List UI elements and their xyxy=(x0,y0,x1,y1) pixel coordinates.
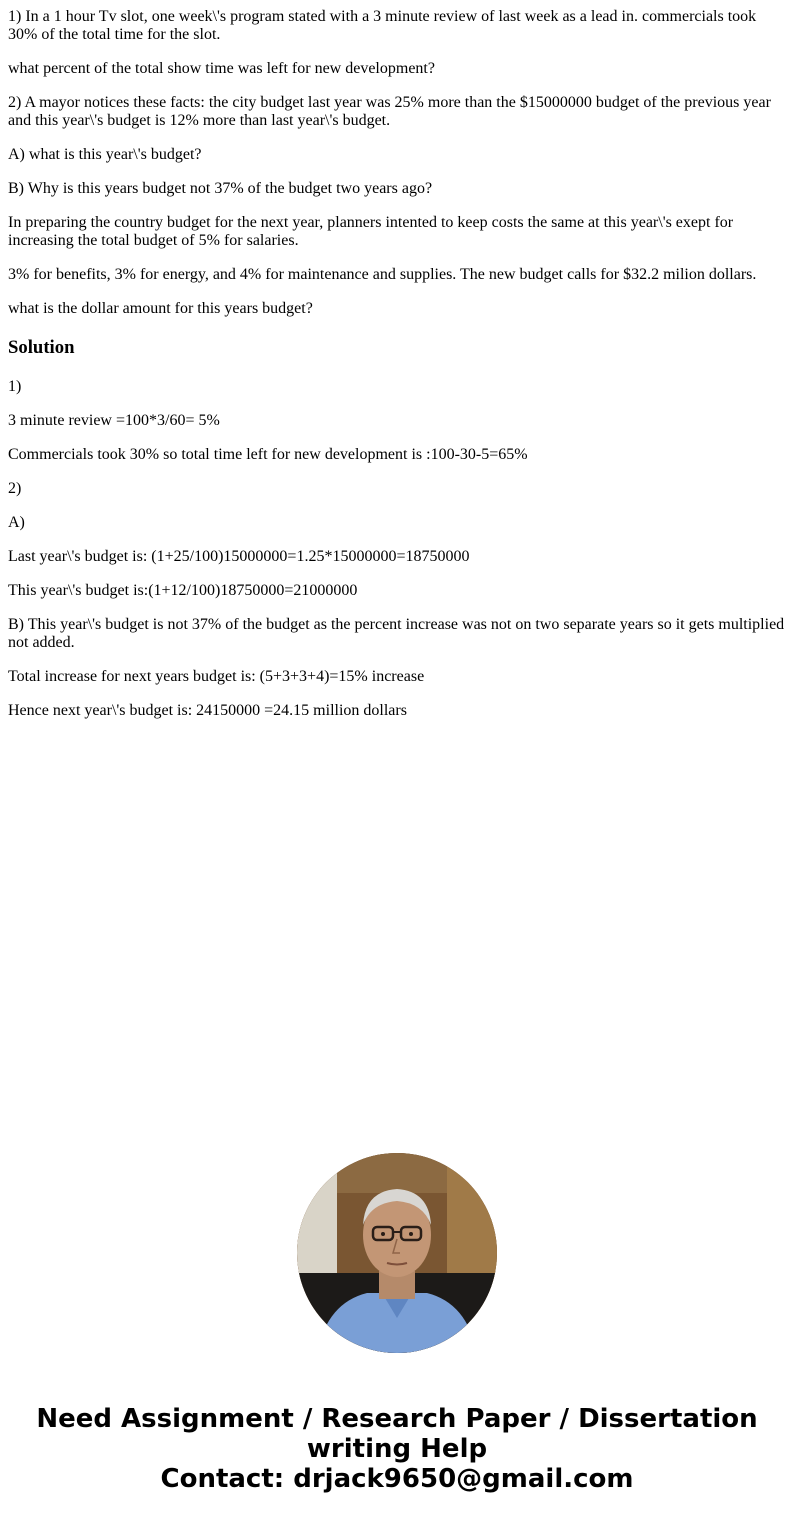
solution-paragraph: 2) xyxy=(8,480,22,497)
banner-line: writing Help xyxy=(306,1434,488,1464)
contact-banner xyxy=(0,1404,794,1494)
question-paragraph: In preparing the country budget for the next year, planners intented to keep costs the same at this year\'s exept for increasing the total budget of 5% for salaries. xyxy=(8,214,734,249)
person-portrait-icon xyxy=(297,1153,497,1353)
question-paragraph: A) what is this year\'s budget? xyxy=(8,146,202,163)
avatar xyxy=(297,1153,497,1353)
banner-line: Need Assignment / Research Paper / Dissertation xyxy=(36,1404,758,1434)
question-paragraph: what percent of the total show time was left for new development? xyxy=(8,60,435,77)
solution-paragraph: 3 minute review =100*3/60= 5% xyxy=(8,412,220,429)
solution-paragraph: A) xyxy=(8,514,25,531)
solution-paragraph: Commercials took 30% so total time left for new development is :100-30-5=65% xyxy=(8,446,528,463)
solution-heading: Solution xyxy=(8,337,75,358)
question-paragraph: B) Why is this years budget not 37% of the budget two years ago? xyxy=(8,180,433,197)
question-paragraph: 3% for benefits, 3% for energy, and 4% for maintenance and supplies. The new budget calls for $32.2 milion dollars. xyxy=(8,266,757,283)
solution-paragraph: B) This year\'s budget is not 37% of the budget as the percent increase was not on two separate years so it gets multiplied not added. xyxy=(8,616,785,651)
solution-paragraph: 1) xyxy=(8,378,22,395)
contact-email: Contact: drjack9650@gmail.com xyxy=(160,1464,634,1494)
solution-paragraph: Last year\'s budget is: (1+25/100)15000000=1.25*15000000=18750000 xyxy=(8,548,470,565)
question-paragraph: 1) In a 1 hour Tv slot, one week\'s program stated with a 3 minute review of last week as a lead in. commercials took 30% of the total time for the slot. xyxy=(8,8,757,43)
solution-paragraph: Total increase for next years budget is: (5+3+3+4)=15% increase xyxy=(8,668,425,685)
question-section xyxy=(8,8,786,318)
solution-section xyxy=(8,378,786,720)
solution-paragraph: Hence next year\'s budget is: 24150000 =24.15 million dollars xyxy=(8,702,407,719)
document-content xyxy=(8,8,786,736)
question-paragraph: what is the dollar amount for this years budget? xyxy=(8,300,313,317)
question-paragraph: 2) A mayor notices these facts: the city budget last year was 25% more than the $15000000 budget of the previous year and this year\'s budget is 12% more than last year\'s budget. xyxy=(8,94,771,129)
solution-paragraph: This year\'s budget is:(1+12/100)18750000=21000000 xyxy=(8,582,358,599)
